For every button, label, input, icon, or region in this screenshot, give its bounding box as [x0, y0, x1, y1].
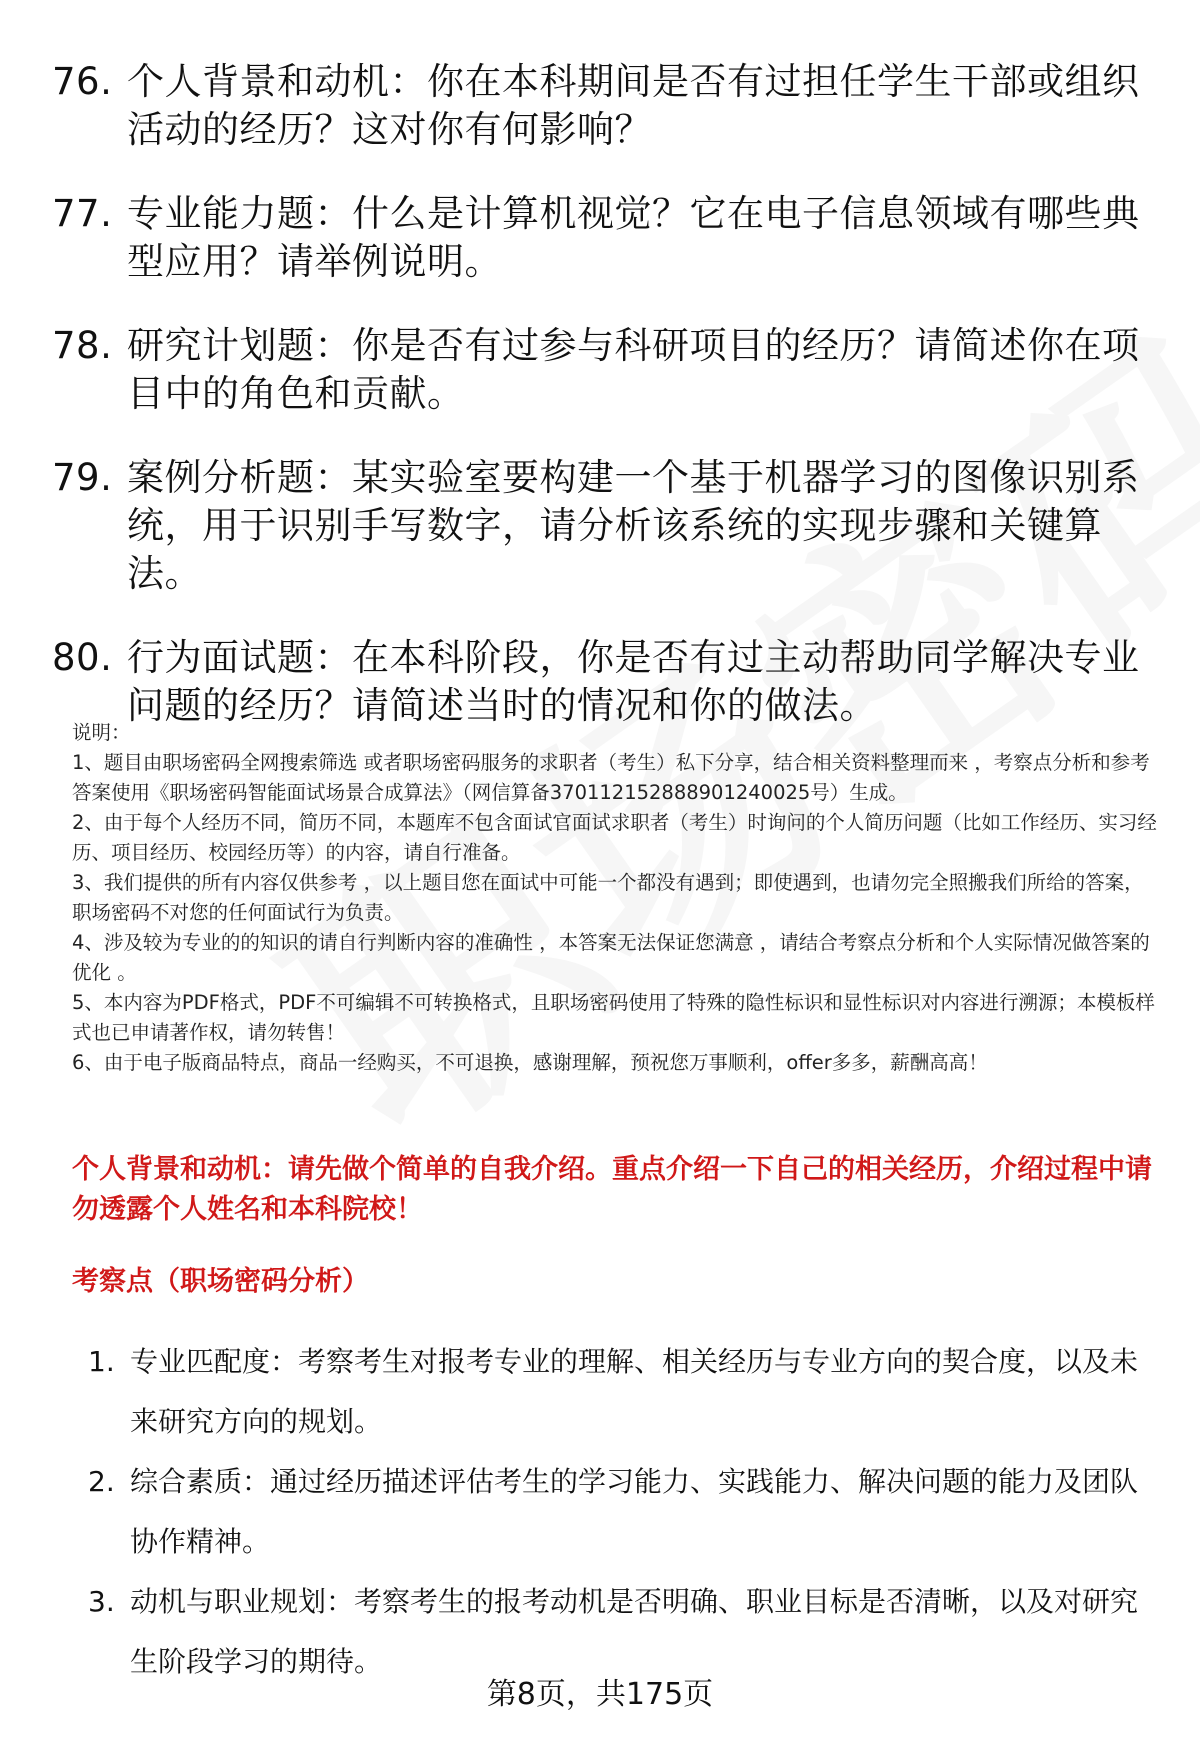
note-item: 4、涉及较为专业的的知识的请自行判断内容的准确性 ，本答案无法保证您满意 ，请结合考察点分析和个人实际情况做答案的优化 。 — [72, 931, 1150, 984]
assessment-point — [78, 1452, 1158, 1572]
question-item — [52, 322, 1152, 418]
note-item: 1、题目由职场密码全网搜索筛选 或者职场密码服务的求职者（考生）私下分享，结合相关资料整理而来 ，考察点分析和参考答案使用《职场密码智能面试场景合成算法》（网信算备370112152888901240025号）生成。 — [72, 751, 1150, 804]
note-item: 2、由于每个人经历不同，简历不同，本题库不包含面试官面试求职者（考生）时询问的个人简历问题（比如工作经历、实习经历、项目经历、校园经历等）的内容，请自行准备。 — [72, 811, 1157, 864]
page-footer: 第8页，共175页 — [486, 1677, 714, 1712]
question-number: 80. — [52, 636, 113, 679]
assessment-point — [78, 1332, 1158, 1452]
assessment-points-heading: 考察点（职场密码分析） — [72, 1266, 369, 1297]
question-text: 案例分析题：某实验室要构建一个基于机器学习的图像识别系统，用于识别手写数字，请分析该系统的实现步骤和关键算法。 — [127, 456, 1140, 595]
point-number: 1. — [88, 1345, 115, 1378]
point-text: 动机与职业规划：考察考生的报考动机是否明确、职业目标是否清晰，以及对研究生阶段学习的期待。 — [130, 1585, 1139, 1678]
assessment-point — [78, 1572, 1158, 1692]
section-question-heading: 个人背景和动机：请先做个简单的自我介绍。重点介绍一下自己的相关经历，介绍过程中请勿透露个人姓名和本科院校！ — [72, 1154, 1152, 1225]
note-item: 6、由于电子版商品特点，商品一经购买，不可退换，感谢理解，预祝您万事顺利，offer多多，薪酬高高！ — [72, 1051, 988, 1074]
notes-title: 说明： — [72, 721, 131, 744]
question-number: 76. — [52, 60, 113, 103]
note-item: 5、本内容为PDF格式，PDF不可编辑不可转换格式，且职场密码使用了特殊的隐性标识和显性标识对内容进行溯源；本模板样式也已申请著作权，请勿转售！ — [72, 991, 1155, 1044]
question-item — [52, 454, 1152, 598]
question-text: 个人背景和动机：你在本科期间是否有过担任学生干部或组织活动的经历？这对你有何影响？ — [127, 60, 1140, 151]
point-text: 专业匹配度：考察考生对报考专业的理解、相关经历与专业方向的契合度，以及未来研究方向的规划。 — [130, 1345, 1139, 1438]
point-text: 综合素质：通过经历描述评估考生的学习能力、实践能力、解决问题的能力及团队协作精神。 — [130, 1465, 1139, 1558]
note-item: 3、我们提供的所有内容仅供参考 ，以上题目您在面试中可能一个都没有遇到；即使遇到，也请勿完全照搬我们所给的答案，职场密码不对您的任何面试行为负责。 — [72, 871, 1144, 924]
question-list — [52, 58, 1152, 766]
point-number: 3. — [88, 1585, 115, 1618]
question-number: 79. — [52, 456, 113, 499]
assessment-point-list — [78, 1332, 1158, 1692]
question-text: 专业能力题：什么是计算机视觉？它在电子信息领域有哪些典型应用？请举例说明。 — [127, 192, 1140, 283]
question-item — [52, 58, 1152, 154]
question-item — [52, 190, 1152, 286]
question-item — [52, 634, 1152, 730]
question-number: 77. — [52, 192, 113, 235]
question-number: 78. — [52, 324, 113, 367]
point-number: 2. — [88, 1465, 115, 1498]
question-text: 研究计划题：你是否有过参与科研项目的经历？请简述你在项目中的角色和贡献。 — [127, 324, 1140, 415]
question-text: 行为面试题：在本科阶段，你是否有过主动帮助同学解决专业问题的经历？请简述当时的情况和你的做法。 — [127, 636, 1140, 727]
notes-section — [72, 718, 1162, 1078]
